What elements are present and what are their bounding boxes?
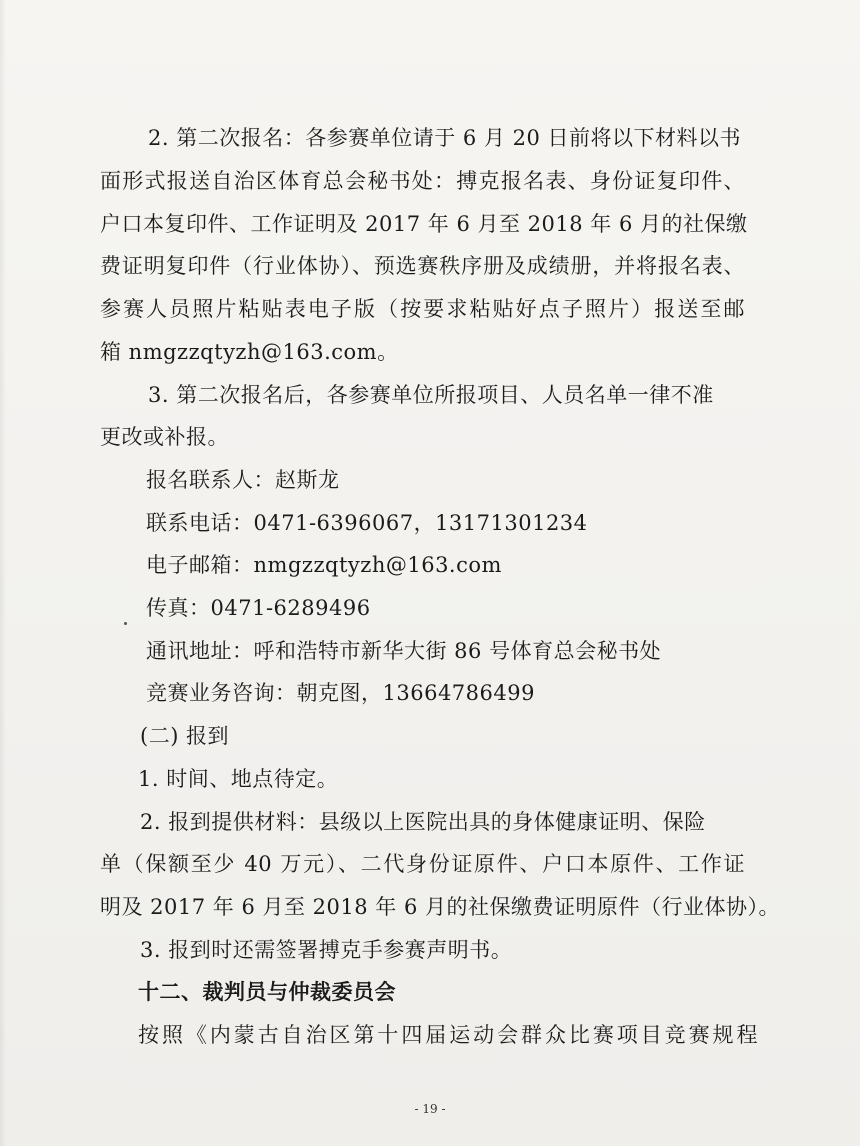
text-line-7: 3. 第二次报名后，各参赛单位所报项目、人员名单一律不准 — [148, 383, 714, 407]
text-line-5: 参赛人员照片粘贴表电子版（按要求粘贴好点子照片）报送至邮 — [100, 297, 745, 321]
text-line-22: 按照《内蒙古自治区第十四届运动会群众比赛项目竞赛规程 — [138, 1023, 758, 1047]
section-heading-report: (二) 报到 — [140, 724, 230, 748]
text-line-1: 2. 第二次报名：各参赛单位请于 6 月 20 日前将以下材料以书 — [148, 126, 741, 150]
contact-phone: 联系电话：0471-6396067，13171301234 — [146, 511, 588, 535]
contact-fax: 传真：0471-6289496 — [146, 596, 371, 620]
contact-person: 报名联系人：赵斯龙 — [146, 468, 340, 492]
chapter-heading-referees: 十二、裁判员与仲裁委员会 — [138, 980, 396, 1004]
contact-consult: 竞赛业务咨询：朝克图，13664786499 — [146, 681, 535, 705]
scan-speck — [124, 622, 127, 625]
text-line-17: 2. 报到提供材料：县级以上医院出具的身体健康证明、保险 — [140, 810, 706, 834]
page-shadow-edge — [0, 0, 6, 1146]
text-line-4: 费证明复印件（行业体协）、预选赛秩序册及成绩册，并将报名表、 — [100, 254, 745, 278]
text-line-20: 3. 报到时还需签署搏克手参赛声明书。 — [140, 938, 513, 962]
text-line-18: 单（保额至少 40 万元）、二代身份证原件、户口本原件、工作证 — [100, 852, 745, 876]
text-line-2: 面形式报送自治区体育总会秘书处：搏克报名表、身份证复印件、 — [100, 169, 745, 193]
page-number: - 19 - — [414, 1102, 446, 1116]
text-line-6: 箱 nmgzzqtyzh@163.com。 — [100, 340, 399, 364]
contact-address: 通讯地址：呼和浩特市新华大街 86 号体育总会秘书处 — [146, 639, 662, 663]
contact-email: 电子邮箱：nmgzzqtyzh@163.com — [146, 553, 502, 577]
text-line-19: 明及 2017 年 6 月至 2018 年 6 月的社保缴费证明原件（行业体协）。 — [100, 895, 781, 919]
text-line-3: 户口本复印件、工作证明及 2017 年 6 月至 2018 年 6 月的社保缴 — [100, 212, 748, 236]
text-line-16: 1. 时间、地点待定。 — [138, 767, 339, 791]
text-line-8: 更改或补报。 — [100, 425, 229, 449]
